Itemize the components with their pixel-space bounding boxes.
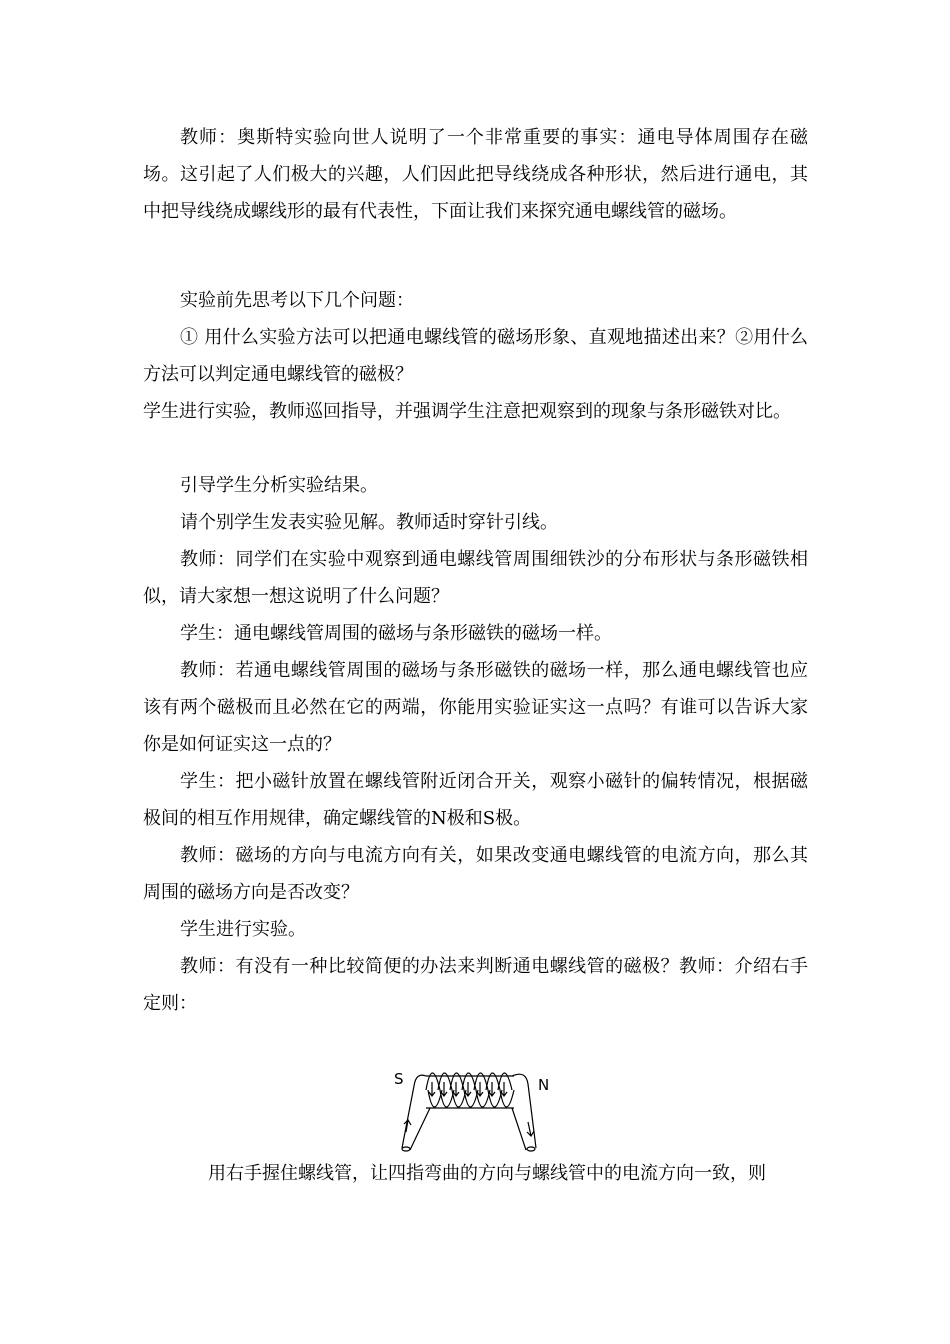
- paragraph-right-hand-rule: 用右手握住螺线管，让四指弯曲的方向与螺线管中的电流方向一致，则: [208, 1163, 766, 1184]
- paragraph-guide-analysis: 引导学生分析实验结果。: [180, 475, 378, 496]
- south-pole-label: S: [394, 1070, 404, 1088]
- paragraph-teacher-poles: 教师：若通电螺线管周围的磁场与条形磁铁的磁场一样，那么通电螺线管也应该有两个磁极而且必然在它的两端，你能用实验证实这一点吗？有谁可以告诉大家你是如何证实这一点的？: [143, 660, 808, 755]
- paragraph-oersted: 教师：奥斯特实验向世人说明了一个非常重要的事实：通电导体周围存在磁场。这引起了人们极大的兴趣，人们因此把导线绕成各种形状，然后进行通电，其中把导线绕成螺线形的最有代表性，下面让我们来探究通电螺线管的磁场。: [143, 127, 808, 222]
- solenoid-diagram-icon: [388, 1052, 568, 1158]
- paragraph-teacher-iron-filings: 教师：同学们在实验中观察到通电螺线管周围细铁沙的分布形状与条形磁铁相似，请大家想一想这说明了什么问题？: [143, 549, 808, 607]
- paragraph-student-compass: 学生：把小磁针放置在螺线管附近闭合开关，观察小磁针的偏转情况，根据磁极间的相互作用规律，确定螺线管的N极和S极。: [143, 771, 808, 829]
- paragraph-student-opinions: 请个别学生发表实验见解。教师适时穿针引线。: [180, 512, 558, 533]
- paragraph-right-hand-rule-intro: 教师：有没有一种比较简便的办法来判断通电螺线管的磁极？教师：介绍右手定则：: [143, 956, 808, 1014]
- paragraph-student-answer-field: 学生：通电螺线管周围的磁场与条形磁铁的磁场一样。: [180, 623, 612, 644]
- north-pole-label: N: [538, 1076, 550, 1094]
- paragraph-think-first: 实验前先思考以下几个问题：: [180, 290, 414, 311]
- paragraph-teacher-current-direction: 教师：磁场的方向与电流方向有关，如果改变通电螺线管的电流方向，那么其周围的磁场方向是否改变？: [143, 845, 808, 903]
- paragraph-student-experiment: 学生进行实验，教师巡回指导，并强调学生注意把观察到的现象与条形磁铁对比。: [143, 401, 791, 422]
- paragraph-student-experiment-2: 学生进行实验。: [180, 919, 306, 940]
- paragraph-questions: ① 用什么实验方法可以把通电螺线管的磁场形象、直观地描述出来？②用什么方法可以判定通电螺线管的磁极？: [143, 327, 808, 385]
- solenoid-figure: [388, 1052, 568, 1158]
